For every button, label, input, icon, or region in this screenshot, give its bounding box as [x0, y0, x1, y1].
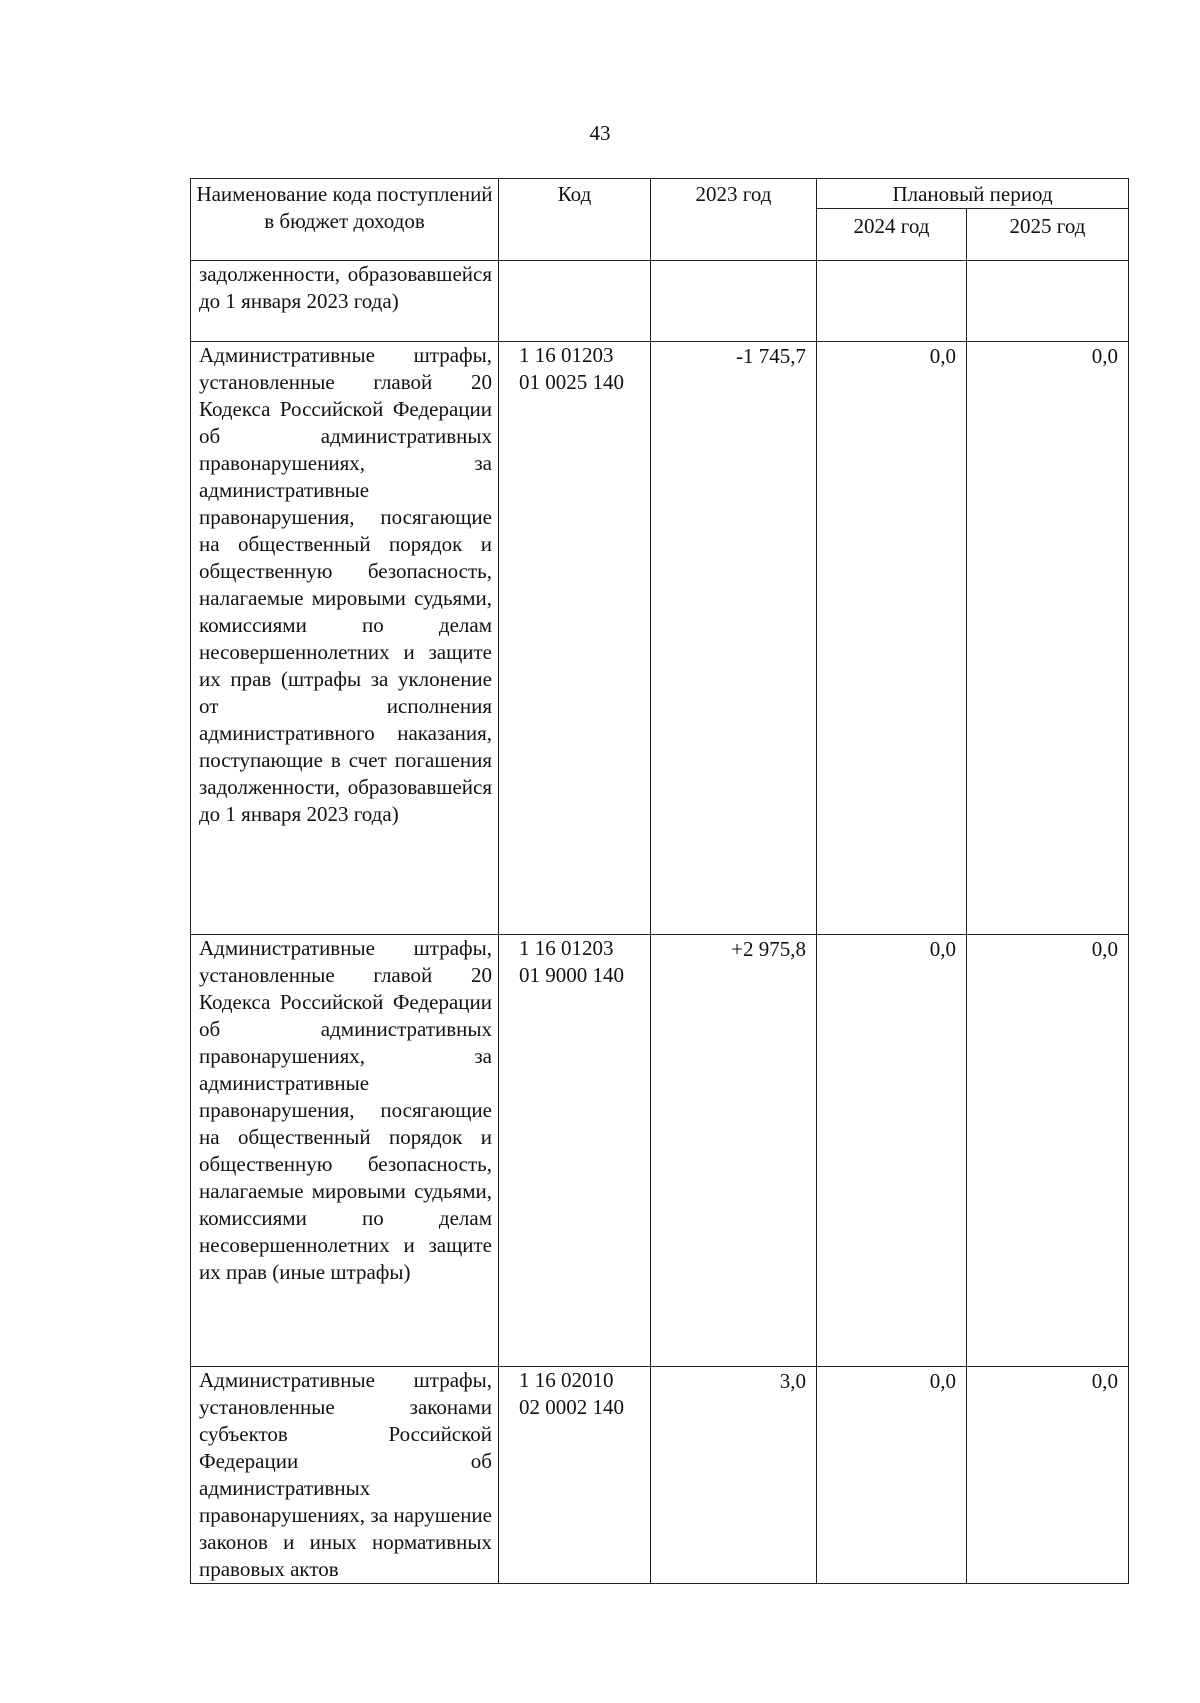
row-2023	[651, 261, 817, 342]
row-2023: +2 975,8	[651, 935, 817, 1367]
row-code	[499, 342, 651, 935]
row-code-line2: 01 9000 140	[519, 963, 624, 987]
page-number: 43	[589, 121, 611, 145]
header-2023: 2023 год	[651, 179, 817, 261]
row-code-line1: 1 16 02010	[519, 1368, 614, 1392]
row-name: Административные штрафы, установленные главой 20 Кодекса Российской Федерации об административных правонарушениях, за административные правонарушения, посягающие на общественный порядок и общественную безопасность, налагаемые мировыми судьями, комиссиями по делам несовершеннолетних и защите их прав (штрафы за уклонение от исполнения административного наказания, поступающие в счет погашения задолженности, образовавшейся до 1 января 2023 года)	[191, 342, 499, 935]
row-2024: 0,0	[817, 1367, 967, 1584]
header-2025: 2025 год	[967, 209, 1129, 261]
row-code	[499, 261, 651, 342]
row-2023: 3,0	[651, 1367, 817, 1584]
row-code-line2: 02 0002 140	[519, 1395, 624, 1419]
header-name: Наименование кода поступлений в бюджет доходов	[191, 179, 499, 261]
row-code	[499, 935, 651, 1367]
table-row	[191, 1367, 1129, 1584]
header-code: Код	[499, 179, 651, 261]
row-2024: 0,0	[817, 935, 967, 1367]
row-2025: 0,0	[967, 342, 1129, 935]
header-planned-period: Плановый период	[817, 179, 1129, 209]
table-row	[191, 935, 1129, 1367]
row-code-line1: 1 16 01203	[519, 343, 614, 367]
row-2024	[817, 261, 967, 342]
row-2025	[967, 261, 1129, 342]
revenue-table	[190, 178, 1129, 1584]
row-2023: -1 745,7	[651, 342, 817, 935]
row-name: задолженности, образовавшейся до 1 января 2023 года)	[191, 261, 499, 342]
row-2025: 0,0	[967, 1367, 1129, 1584]
row-2024: 0,0	[817, 342, 967, 935]
header-2024: 2024 год	[817, 209, 967, 261]
row-code	[499, 1367, 651, 1584]
row-2025: 0,0	[967, 935, 1129, 1367]
row-name: Административные штрафы, установленные законами субъектов Российской Федерации об административных правонарушениях, за нарушение законов и иных нормативных правовых актов	[191, 1367, 499, 1584]
row-code-line2: 01 0025 140	[519, 370, 624, 394]
row-name: Административные штрафы, установленные главой 20 Кодекса Российской Федерации об административных правонарушениях, за административные правонарушения, посягающие на общественный порядок и общественную безопасность, налагаемые мировыми судьями, комиссиями по делам несовершеннолетних и защите их прав (иные штрафы)	[191, 935, 499, 1367]
table-row	[191, 342, 1129, 935]
table-row	[191, 261, 1129, 342]
row-code-line1: 1 16 01203	[519, 936, 614, 960]
